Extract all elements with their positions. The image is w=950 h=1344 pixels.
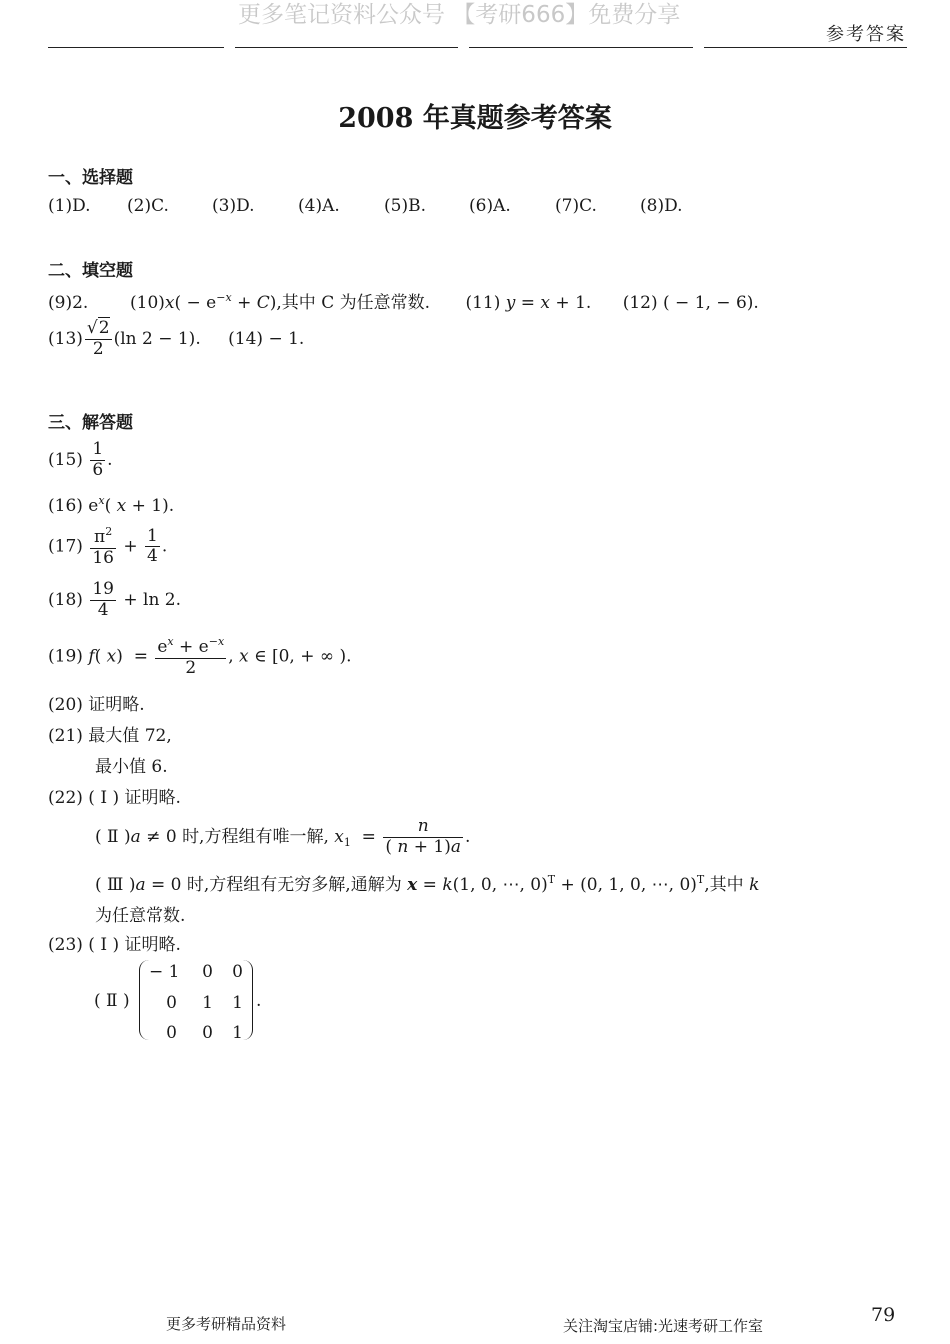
answer-q12: (12) ( − 1, − 6). xyxy=(622,293,759,313)
matrix-cell: − 1 xyxy=(149,962,180,982)
answer-q15: (15) $\frac{1}{6}$ . xyxy=(48,439,113,480)
answer-q11-expr: y = x + 1. xyxy=(505,293,592,313)
choice-answer: (5)B. xyxy=(384,196,426,216)
footer-right: 关注淘宝店铺:光速考研工作室 xyxy=(563,1317,764,1335)
answer-q16: (16) $e^x$( x + 1). xyxy=(48,494,175,516)
answer-q10-tail: ,其中 C 为任意常数. xyxy=(276,293,431,313)
answer-q21-min: 最小值 6. xyxy=(95,757,168,777)
matrix-cell: 0 xyxy=(202,962,213,982)
header-section-label: 参考答案 xyxy=(826,24,906,45)
choice-answer: (8)D. xyxy=(640,196,683,216)
answer-q22-part3-cont: 为任意常数. xyxy=(95,906,186,926)
answer-q22-part1: (22) ( Ⅰ ) 证明略. xyxy=(48,788,181,808)
answer-q14: (14) − 1. xyxy=(228,328,305,349)
section-heading-fill: 二、填空题 xyxy=(48,261,133,281)
matrix-cell: 1 xyxy=(202,993,213,1013)
header-rule xyxy=(48,47,224,48)
answer-q18: (18) $\frac{19}{4}$ + ln 2. xyxy=(48,579,182,620)
choice-answer: (6)A. xyxy=(469,196,511,216)
choice-answer: (1)D. xyxy=(48,196,91,216)
answer-q23-part1: (23) ( Ⅰ ) 证明略. xyxy=(48,935,181,955)
answer-q13-label: (13) xyxy=(48,328,83,349)
matrix-cell: 0 xyxy=(232,962,243,982)
choice-answer: (4)A. xyxy=(298,196,340,216)
answer-q17: (17) $\frac{\pi^2}{16}$ + $\frac{1}{4}$ . xyxy=(48,525,168,568)
footer-left: 更多考研精品资料 xyxy=(166,1315,287,1333)
answer-q9: (9)2. xyxy=(48,293,89,313)
answer-q10-label: (10) xyxy=(130,293,165,313)
answer-q22-part3: ( Ⅲ )a = 0 时,方程组有无穷多解,通解为 x = k(1, 0, ⋯, 0)$^T$ + (0, 1, 0, ⋯, 0)$^T$,其中 k xyxy=(95,873,760,895)
answer-q19: (19) f( x) = $\frac{e^x + e^{-x}}{2}$ , x ∈ [0, + ∞ ). xyxy=(48,635,352,678)
choice-answers xyxy=(48,196,683,216)
answer-q20: (20) 证明略. xyxy=(48,695,145,715)
matrix-cell: 0 xyxy=(166,1023,177,1043)
choice-answer: (2)C. xyxy=(127,196,169,216)
section-heading-solve: 三、解答题 xyxy=(48,413,133,433)
answer-q13-fraction: $\frac{√2}{2}$ xyxy=(86,318,110,359)
matrix-cell: 0 xyxy=(202,1023,213,1043)
header-rule xyxy=(469,47,693,48)
answer-q10-expr: $x( - e^{-x} + C)$ xyxy=(164,291,277,313)
header-rule xyxy=(704,47,907,48)
matrix-cell: 1 xyxy=(232,1023,243,1043)
answer-matrix xyxy=(139,958,253,1046)
fill-line-2 xyxy=(48,320,304,359)
answer-q21-max: (21) 最大值 72, xyxy=(48,726,172,746)
answer-q11-label: (11) xyxy=(465,293,501,313)
fill-line-1 xyxy=(48,288,759,313)
page-title: 2008 年真题参考答案 xyxy=(338,103,612,134)
answer-q13-tail: (ln 2 − 1). xyxy=(113,328,201,349)
watermark: 更多笔记资料公众号 【考研666】免费分享 xyxy=(238,2,681,28)
page-number: 79 xyxy=(871,1304,896,1326)
matrix-cell: 1 xyxy=(232,993,243,1013)
header-rule xyxy=(235,47,458,48)
choice-answer: (3)D. xyxy=(212,196,255,216)
choice-answer: (7)C. xyxy=(555,196,597,216)
answer-q22-part2: ( Ⅱ )a ≠ 0 时,方程组有唯一解, $x_1$ = $\frac{n}{( n + 1)a}$ . xyxy=(95,816,471,857)
matrix-cell: 0 xyxy=(166,993,177,1013)
section-heading-choice: 一、选择题 xyxy=(48,168,133,188)
